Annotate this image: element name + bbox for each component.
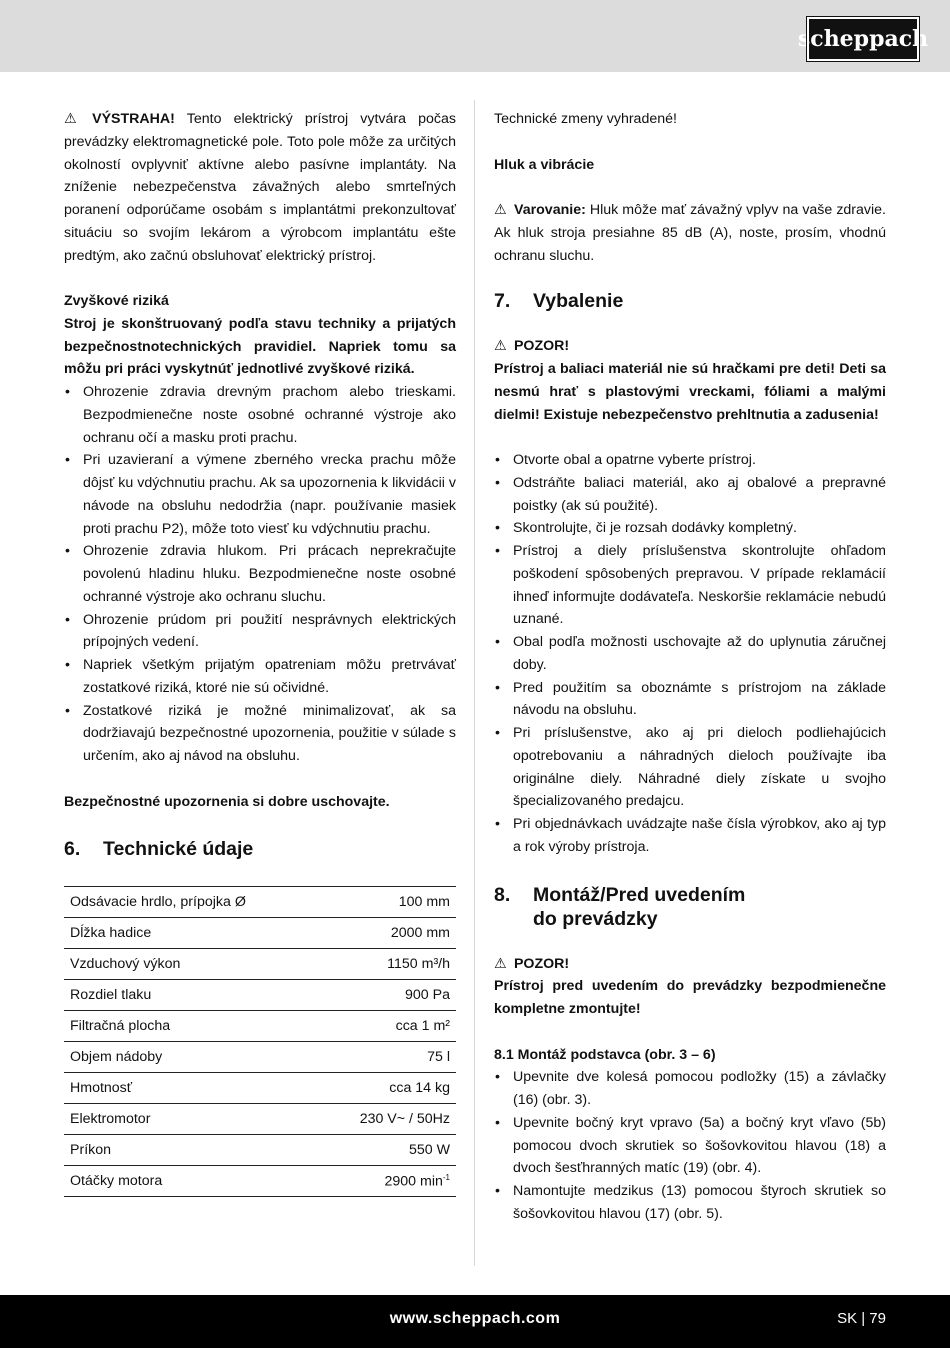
- warning-triangle-icon: ⚠: [494, 338, 507, 355]
- table-row: [64, 1073, 456, 1104]
- section-8-heading: [494, 883, 886, 931]
- spec-value: 550 W: [318, 1135, 456, 1166]
- section-title: Technické údaje: [103, 838, 254, 861]
- list-item: • Pri objednávkach uvádzajte naše čísla výrobkov, ako aj typ a rok výroby prístroja.: [494, 813, 886, 859]
- spec-table: [64, 886, 456, 1197]
- spec-label: Vzduchový výkon: [64, 949, 318, 980]
- section-title: [533, 883, 745, 931]
- table-row: [64, 1135, 456, 1166]
- pozor-label: POZOR!: [513, 338, 570, 355]
- spec-value: [318, 1166, 456, 1197]
- list-item: • Skontrolujte, či je rozsah dodávky kompletný.: [494, 517, 886, 540]
- footer-url[interactable]: www.scheppach.com: [389, 1310, 561, 1327]
- list-item: • Ohrozenie zdravia drevným prachom alebo trieskami. Bezpodmienečne noste osobné ochranné výstroje ako ochranu očí a masku proti prachu.: [64, 381, 456, 449]
- spec-label: Dĺžka hadice: [64, 918, 318, 949]
- mount-title: 8.1 Montáž podstavca (obr. 3 – 6): [494, 1046, 716, 1063]
- section-title-line-2: do prevádzky: [533, 907, 658, 930]
- spec-label: Otáčky motora: [64, 1166, 318, 1197]
- table-row: [64, 1011, 456, 1042]
- spec-label: Rozdiel tlaku: [64, 980, 318, 1011]
- keep-note: Bezpečnostné upozornenia si dobre uschovajte.: [64, 793, 390, 810]
- warning-text: Tento elektrický prístroj vytvára počas prevádzky elektromagnetické pole. Toto pole môže za určitých okolností ovplyvniť aktívne alebo pasívne implantáty. Na zníženie nebezpečenstva závažných alebo smrteľných poranení odporúčame osobám s implantátmi prekonzultovať situáciu so svojím lekárom a výrobcom implantátu ešte predtým, ako začnú obsluhovať elektrický prístroj.: [64, 111, 457, 264]
- list-item: • Pri príslušenstve, ako aj pri dieloch podliehajúcich opotrebovaniu a náhradných dieloch používajte iba originálne diely. Náhradné diely získate u svojho špecializovaného predajcu.: [494, 722, 886, 813]
- spec-value: 2000 mm: [318, 918, 456, 949]
- spec-label: Objem nádoby: [64, 1042, 318, 1073]
- list-item: • Ohrozenie zdravia hlukom. Pri prácach neprekračujte povolenú hladinu hluku. Bezpodmienečne noste osobné ochranné výstroje ako ochranu sluchu.: [64, 540, 456, 608]
- pozor-1-text: Prístroj a baliaci materiál nie sú hračkami pre deti! Deti sa nesmú hrať s plastovými vreckami, fóliami a malými dielmi! Existuje nebezpečenstvo prehltnutia a zadusenia!: [494, 361, 886, 423]
- list-item: • Upevnite dve kolesá pomocou podložky (15) a závlačky (16) (obr. 3).: [494, 1066, 886, 1112]
- residual-title: Zvyškové riziká: [64, 293, 169, 309]
- noise-warning: [494, 199, 886, 267]
- warning-triangle-icon: ⚠: [494, 202, 507, 218]
- noise-title: Hluk a vibrácie: [494, 156, 595, 173]
- spec-label: Elektromotor: [64, 1104, 318, 1135]
- spec-value: 900 Pa: [318, 980, 456, 1011]
- table-row: [64, 1042, 456, 1073]
- column-divider: [474, 100, 475, 1266]
- spec-label: Odsávacie hrdlo, prípojka Ø: [64, 887, 318, 918]
- list-item: • Obal podľa možnosti uschovajte až do uplynutia záručnej doby.: [494, 631, 886, 677]
- table-row: [64, 1166, 456, 1197]
- spec-value: 75 l: [318, 1042, 456, 1073]
- list-item: • Napriek všetkým prijatým opatreniam môžu pretrvávať zostatkové riziká, ktoré nie sú očividné.: [64, 654, 456, 700]
- section-number: 6.: [64, 838, 81, 861]
- emf-warning: [64, 108, 456, 267]
- section-title: Vybalenie: [533, 290, 624, 313]
- list-item: • Pri uzavieraní a výmene zberného vrecka prachu môže dôjsť ku vdýchnutiu prachu. Ak sa upozornenia k likvidácii v návode na obsluhu nedodržia (napr. používanie masiek proti prachu P2), môže toto viesť ku vdýchnutiu prachu.: [64, 449, 456, 540]
- warning-triangle-icon: ⚠: [64, 111, 77, 127]
- warning-triangle-icon: ⚠: [494, 955, 507, 972]
- spec-value-sup: -1: [442, 1172, 450, 1182]
- list-item: • Pred použitím sa oboznámte s prístrojom na základe návodu na obsluhu.: [494, 677, 886, 723]
- header-bar: [0, 0, 950, 72]
- mount-list: [494, 1066, 886, 1225]
- residual-intro: Stroj je skonštruovaný podľa stavu techniky a prijatých bezpečnostnotechnických pravidiel. Napriek tomu sa môžu pri práci vyskytnúť jednotlivé zvyškové riziká.: [64, 315, 456, 378]
- list-item: • Namontujte medzikus (13) pomocou štyroch skrutiek so šošovkovitou hlavou (17) (obr. 5).: [494, 1180, 886, 1226]
- spec-value: 1150 m³/h: [318, 949, 456, 980]
- table-row: [64, 1104, 456, 1135]
- spec-label: Filtračná plocha: [64, 1011, 318, 1042]
- pozor-2: [494, 953, 886, 976]
- section-7-heading: [494, 289, 886, 313]
- noise-label: Varovanie:: [514, 202, 586, 218]
- spec-label: Hmotnosť: [64, 1073, 318, 1104]
- list-item: • Zostatkové riziká je možné minimalizovať, ak sa dodržiavajú bezpečnostné upozornenia, použitie v súlade s určením, ako aj návod na obsluhu.: [64, 700, 456, 768]
- list-item: • Prístroj a diely príslušenstva skontrolujte ohľadom poškodení spôsobených prepravou. V prípade reklamácií ihneď informujte dodávateľa. Neskoršie reklamácie nebudú uznané.: [494, 540, 886, 631]
- right-column: [494, 108, 886, 1226]
- table-row: [64, 887, 456, 918]
- pozor-2-text: Prístroj pred uvedením do prevádzky bezpodmienečne kompletne zmontujte!: [494, 978, 886, 1017]
- table-row: [64, 949, 456, 980]
- section-title-line-1: Montáž/Pred uvedením: [533, 883, 746, 906]
- table-row: [64, 918, 456, 949]
- spec-value: cca 1 m²: [318, 1011, 456, 1042]
- footer-bar: [0, 1295, 950, 1348]
- spec-value-text: 2900 min: [384, 1173, 443, 1190]
- residual-list: [64, 381, 456, 768]
- section-number: 7.: [494, 290, 511, 313]
- spec-label: Príkon: [64, 1135, 318, 1166]
- noise-text: Hluk môže mať závažný vplyv na vaše zdravie. Ak hluk stroja presiahne 85 dB (A), noste, prosím, vhodnú ochranu sluchu.: [494, 202, 886, 264]
- warning-label: VÝSTRAHA!: [92, 111, 175, 127]
- spec-value: 100 mm: [318, 887, 456, 918]
- list-item: • Otvorte obal a opatrne vyberte prístroj.: [494, 449, 886, 472]
- list-item: • Ohrozenie prúdom pri použití nesprávnych elektrických prípojných vedení.: [64, 609, 456, 655]
- changes-note: Technické zmeny vyhradené!: [494, 111, 677, 127]
- section-number: 8.: [494, 883, 511, 906]
- unpack-list: [494, 449, 886, 859]
- section-6-heading: [64, 837, 456, 861]
- left-column: [64, 108, 456, 1197]
- table-row: [64, 980, 456, 1011]
- spec-value: cca 14 kg: [318, 1073, 456, 1104]
- brand-logo: scheppach: [807, 17, 919, 61]
- pozor-1: [494, 335, 886, 358]
- page-number: SK | 79: [837, 1310, 886, 1327]
- pozor-label: POZOR!: [513, 955, 570, 972]
- list-item: • Odstráňte baliaci materiál, ako aj obalové a prepravné poistky (ak sú použité).: [494, 472, 886, 518]
- list-item: • Upevnite bočný kryt vpravo (5a) a bočný kryt vľavo (5b) pomocou dvoch skrutiek so šošovkovitou hlavou (18) a dvoch šesťhranných matíc (19) (obr. 4).: [494, 1112, 886, 1180]
- spec-value: 230 V~ / 50Hz: [318, 1104, 456, 1135]
